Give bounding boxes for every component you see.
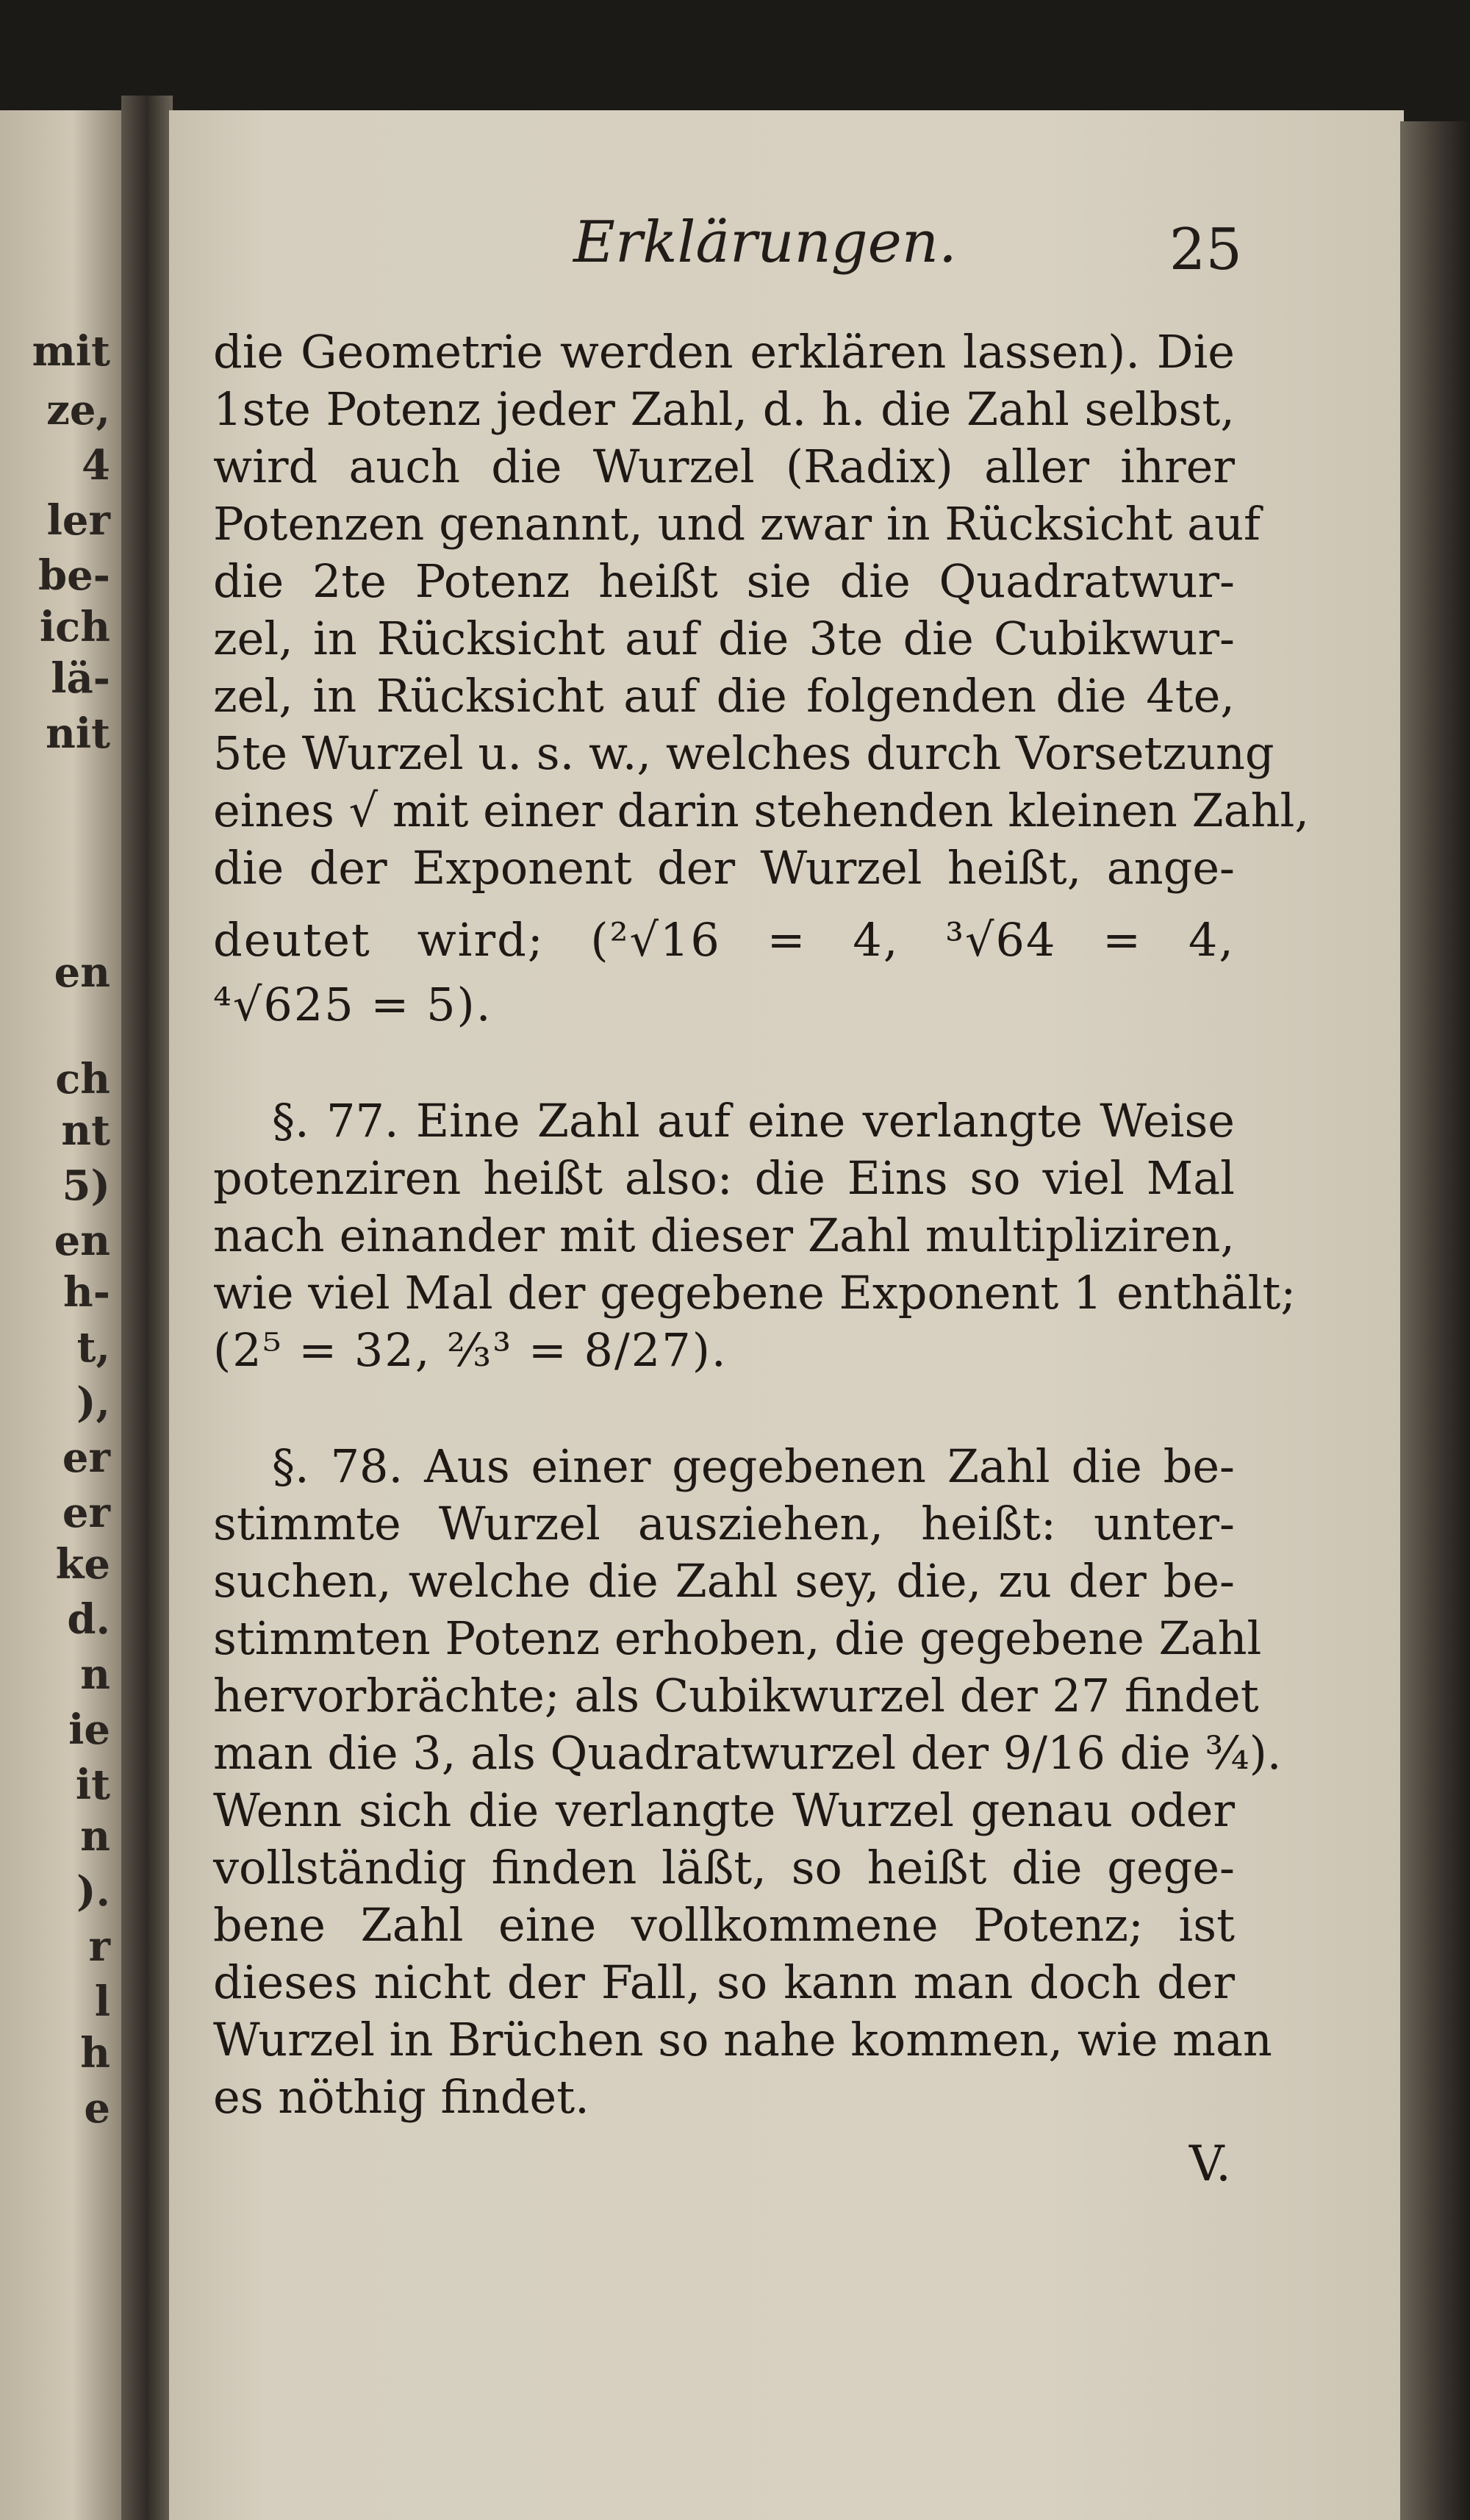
facing-page-fragment: ch (55, 1055, 110, 1103)
text-line: suchen, welche die Zahl sey, die, zu der be- (213, 1554, 1235, 1608)
facing-page-fragment: ler (46, 496, 110, 545)
page-body (213, 323, 1310, 2126)
text-line: hervorbrächte; als Cubikwurzel der 27 findet (213, 1669, 1259, 1722)
text-line: Potenzen genannt, und zwar in Rücksicht auf (213, 497, 1261, 551)
text-line: man die 3, als Quadratwurzel der 9/16 die ¾). (213, 1726, 1282, 1780)
facing-page-fragment: lä- (51, 654, 110, 703)
facing-page-fragment: ). (76, 1867, 110, 1916)
facing-page-fragment: e (84, 2084, 110, 2133)
page-number: 25 (1169, 217, 1242, 283)
paragraph-1 (213, 323, 1310, 1034)
facing-page-fragment: er (62, 1489, 110, 1537)
book-gutter (121, 96, 173, 2520)
text-line: potenziren heißt also: die Eins so viel Mal (213, 1151, 1235, 1205)
text-line: wird auch die Wurzel (Radix) aller ihrer (213, 440, 1235, 493)
text-line: §. 78. Aus einer gegebenen Zahl die be- (272, 1439, 1235, 1493)
facing-page-fragment: nt (61, 1106, 110, 1155)
facing-page-fragment: er (62, 1433, 110, 1482)
facing-page-fragment: en (54, 948, 110, 997)
facing-page-fragment: ie (68, 1705, 110, 1754)
page-edge (1400, 121, 1470, 2520)
paragraph-section-78 (213, 1438, 1282, 2126)
facing-page-fragment: h (80, 2029, 110, 2077)
facing-page-fragment: h- (63, 1268, 110, 1317)
text-line: wie viel Mal der gegebene Exponent 1 enthält; (213, 1266, 1297, 1320)
text-line: stimmte Wurzel ausziehen, heißt: unter- (213, 1497, 1235, 1550)
facing-page-fragment: nit (46, 709, 110, 758)
math-line: ⁴√625 = 5). (213, 978, 492, 1031)
facing-page-fragment: it (75, 1761, 110, 1809)
text-line: Wenn sich die verlangte Wurzel genau oder (213, 1783, 1235, 1837)
facing-page-fragment: 4 (82, 441, 110, 490)
facing-page-fragment: n (80, 1650, 110, 1699)
running-title: Erklärungen. (573, 210, 957, 276)
math-line: (2⁵ = 32, ⅔³ = 8/27). (213, 1323, 728, 1377)
paragraph-section-77 (213, 1092, 1297, 1379)
text-line: dieses nicht der Fall, so kann man doch der (213, 1955, 1235, 2009)
text-line: stimmten Potenz erhoben, die gegebene Zahl (213, 1611, 1262, 1665)
text-line: die 2te Potenz heißt sie die Quadratwur- (213, 554, 1235, 608)
math-line: deutet wird; (²√16 = 4, ³√64 = 4, (213, 913, 1235, 967)
facing-page-fragment: d. (67, 1595, 110, 1644)
facing-page-fragment: ze, (46, 386, 110, 434)
facing-page-fragment: en (54, 1217, 110, 1265)
text-line: bene Zahl eine vollkommene Potenz; ist (213, 1898, 1235, 1952)
text-line: §. 77. Eine Zahl auf eine verlangte Weise (272, 1094, 1235, 1148)
facing-page-fragment: ich (39, 603, 110, 651)
text-line: 1ste Potenz jeder Zahl, d. h. die Zahl selbst, (213, 382, 1235, 436)
text-line: Wurzel in Brüchen so nahe kommen, wie man (213, 2013, 1272, 2066)
facing-page-fragment: n (80, 1812, 110, 1861)
text-line: nach einander mit dieser Zahl multipliziren, (213, 1209, 1235, 1262)
facing-page-fragment: be- (37, 551, 110, 600)
text-line: die der Exponent der Wurzel heißt, ange- (213, 841, 1235, 895)
text-line: 5te Wurzel u. s. w., welches durch Vorsetzung (213, 726, 1274, 780)
facing-page-fragment: r (88, 1922, 110, 1971)
text-line: die Geometrie werden erklären lassen). Die (213, 325, 1235, 379)
facing-page-fragment: mit (32, 327, 110, 376)
page-header (213, 210, 1242, 298)
catchword: V. (1188, 2136, 1231, 2192)
facing-page-fragment: ke (55, 1540, 110, 1589)
facing-page-fragment: 5) (62, 1161, 110, 1210)
facing-page-fragment: t, (76, 1323, 110, 1372)
text-line: zel, in Rücksicht auf die 3te die Cubikwur- (213, 612, 1235, 665)
text-line: es nöthig findet. (213, 2070, 589, 2124)
text-line: eines √ mit einer darin stehenden kleinen Zahl, (213, 784, 1310, 837)
text-line: vollständig finden läßt, so heißt die gege- (213, 1841, 1235, 1894)
facing-page-fragment: ), (76, 1378, 110, 1427)
text-line: zel, in Rücksicht auf die folgenden die 4te, (213, 669, 1235, 723)
facing-page-fragment: l (94, 1977, 110, 2026)
